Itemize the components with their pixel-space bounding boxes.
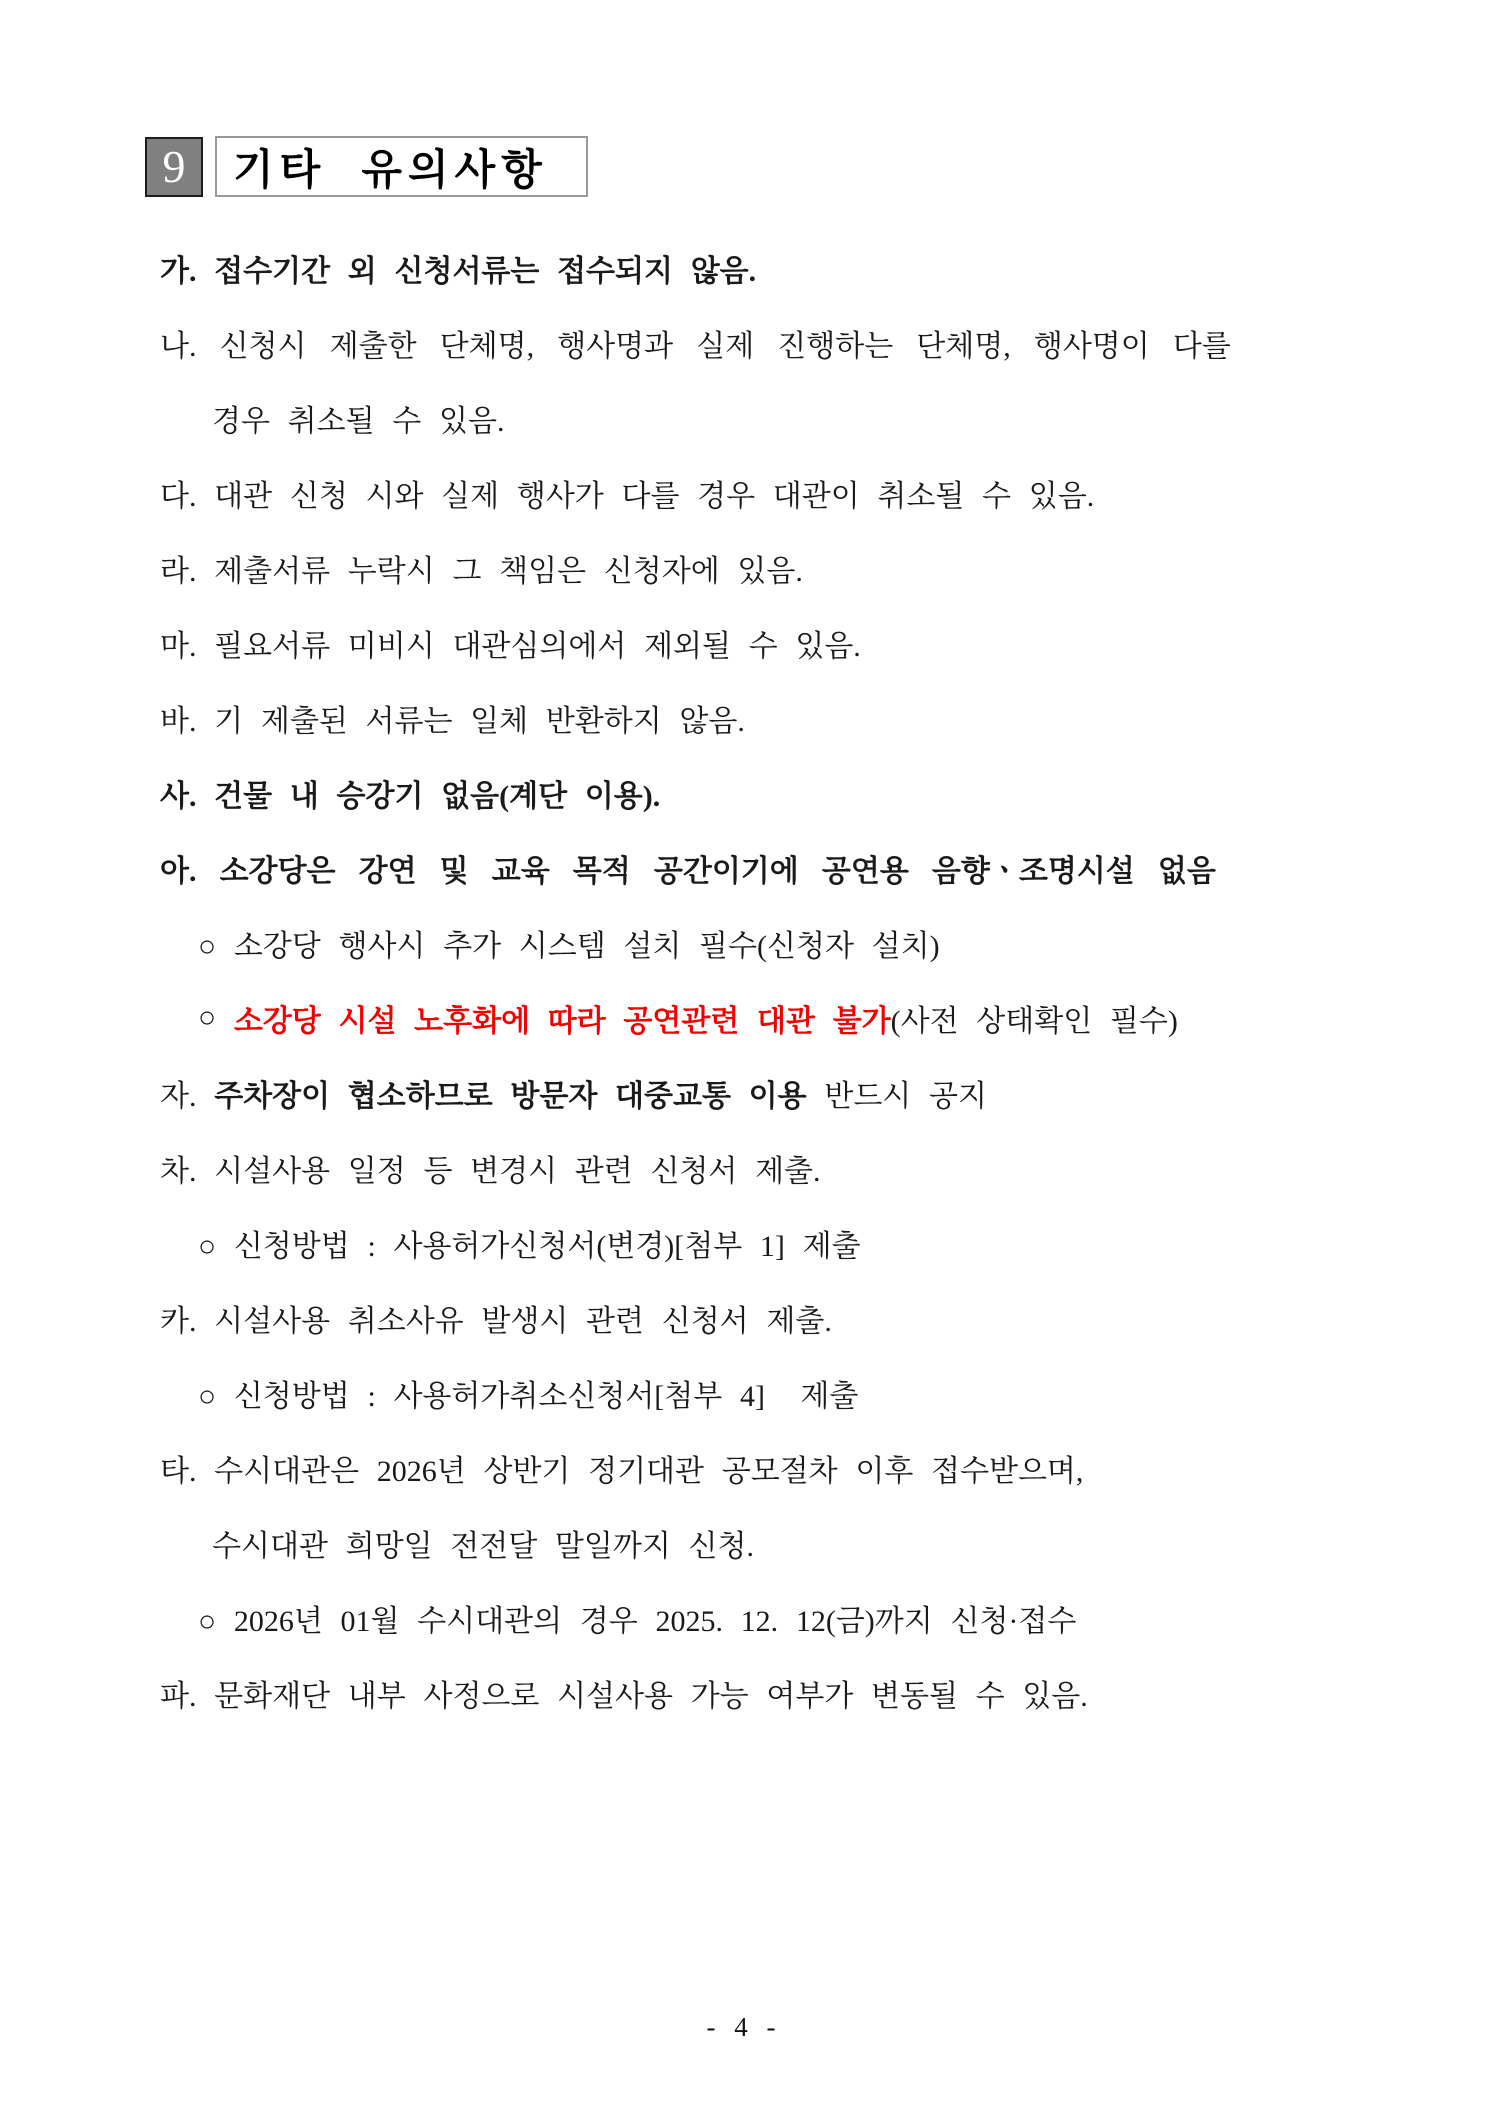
notice-text: 경우 취소될 수 있음. [212, 404, 505, 438]
notice-text: 마. 필요서류 미비시 대관심의에서 제외될 수 있음. [160, 629, 861, 663]
section-number-box [145, 137, 203, 197]
notice-line [0, 980, 1488, 1055]
notice-text: 아. 소강당은 강연 및 교육 목적 공간이기에 공연용 음향ㆍ조명시설 없음 [160, 854, 1216, 888]
notice-text: 바. 기 제출된 서류는 일체 반환하지 않음. [160, 704, 745, 738]
notice-text: ○ 소강당 행사시 추가 시스템 설치 필수(신청자 설치) [198, 929, 940, 963]
section-title: 기타 유의사항 [233, 145, 548, 193]
notice-text: 카. 시설사용 취소사유 발생시 관련 신청서 제출. [160, 1304, 832, 1338]
notice-text: 가. 접수기간 외 신청서류는 접수되지 않음. [160, 254, 757, 288]
notice-text: 자. [160, 1079, 215, 1113]
notice-text: 타. 수시대관은 2026년 상반기 정기대관 공모절차 이후 접수받으며, [160, 1454, 1084, 1488]
notice-line [0, 1280, 1488, 1355]
notice-line [0, 755, 1488, 830]
notice-text: 차. 시설사용 일정 등 변경시 관련 신청서 제출. [160, 1154, 821, 1188]
notice-text: (사전 상태확인 필수) [890, 1004, 1178, 1038]
notice-text: 주차장이 협소하므로 방문자 대중교통 이용 [214, 1079, 807, 1113]
notice-text: 수시대관 희망일 전전달 말일까지 신청. [212, 1529, 754, 1563]
section-number: 9 [162, 141, 186, 192]
notice-text: 나. 신청시 제출한 단체명, 행사명과 실제 진행하는 단체명, 행사명이 다를 [160, 329, 1231, 363]
notice-text: ○ 신청방법 : 사용허가신청서(변경)[첨부 1] 제출 [198, 1229, 861, 1263]
notice-line [0, 1130, 1488, 1205]
notice-line [0, 230, 1488, 305]
page-footer [0, 2012, 1488, 2043]
notice-line [0, 455, 1488, 530]
notice-line [0, 1655, 1488, 1730]
section-header [145, 137, 588, 197]
notice-text: 반드시 공지 [806, 1079, 987, 1113]
notice-text: 다. 대관 신청 시와 실제 행사가 다를 경우 대관이 취소될 수 있음. [160, 479, 1095, 513]
notice-line [0, 1430, 1488, 1505]
notice-line [0, 605, 1488, 680]
notice-text: 사. 건물 내 승강기 없음(계단 이용). [160, 779, 661, 813]
notice-text: ○ [198, 1000, 234, 1034]
notice-text: 라. 제출서류 누락시 그 책임은 신청자에 있음. [160, 554, 803, 588]
notice-line [0, 1055, 1488, 1130]
notice-list [0, 230, 1488, 1730]
page-number: - 4 - [706, 2012, 782, 2042]
notice-line [0, 830, 1488, 905]
notice-line [0, 1580, 1488, 1655]
notice-text-red: 소강당 시설 노후화에 따라 공연관련 대관 불가 [233, 1004, 891, 1038]
notice-line [0, 680, 1488, 755]
notice-text: ○ 신청방법 : 사용허가취소신청서[첨부 4] 제출 [198, 1379, 859, 1413]
section-title-box [215, 136, 588, 197]
notice-text: ○ 2026년 01월 수시대관의 경우 2025. 12. 12(금)까지 신청·접수 [198, 1604, 1077, 1638]
notice-line [0, 530, 1488, 605]
notice-line [0, 380, 1488, 455]
notice-line [0, 905, 1488, 980]
notice-line [0, 305, 1488, 380]
notice-text: 파. 문화재단 내부 사정으로 시설사용 가능 여부가 변동될 수 있음. [160, 1679, 1088, 1713]
notice-line [0, 1355, 1488, 1430]
notice-line [0, 1205, 1488, 1280]
notice-line [0, 1505, 1488, 1580]
